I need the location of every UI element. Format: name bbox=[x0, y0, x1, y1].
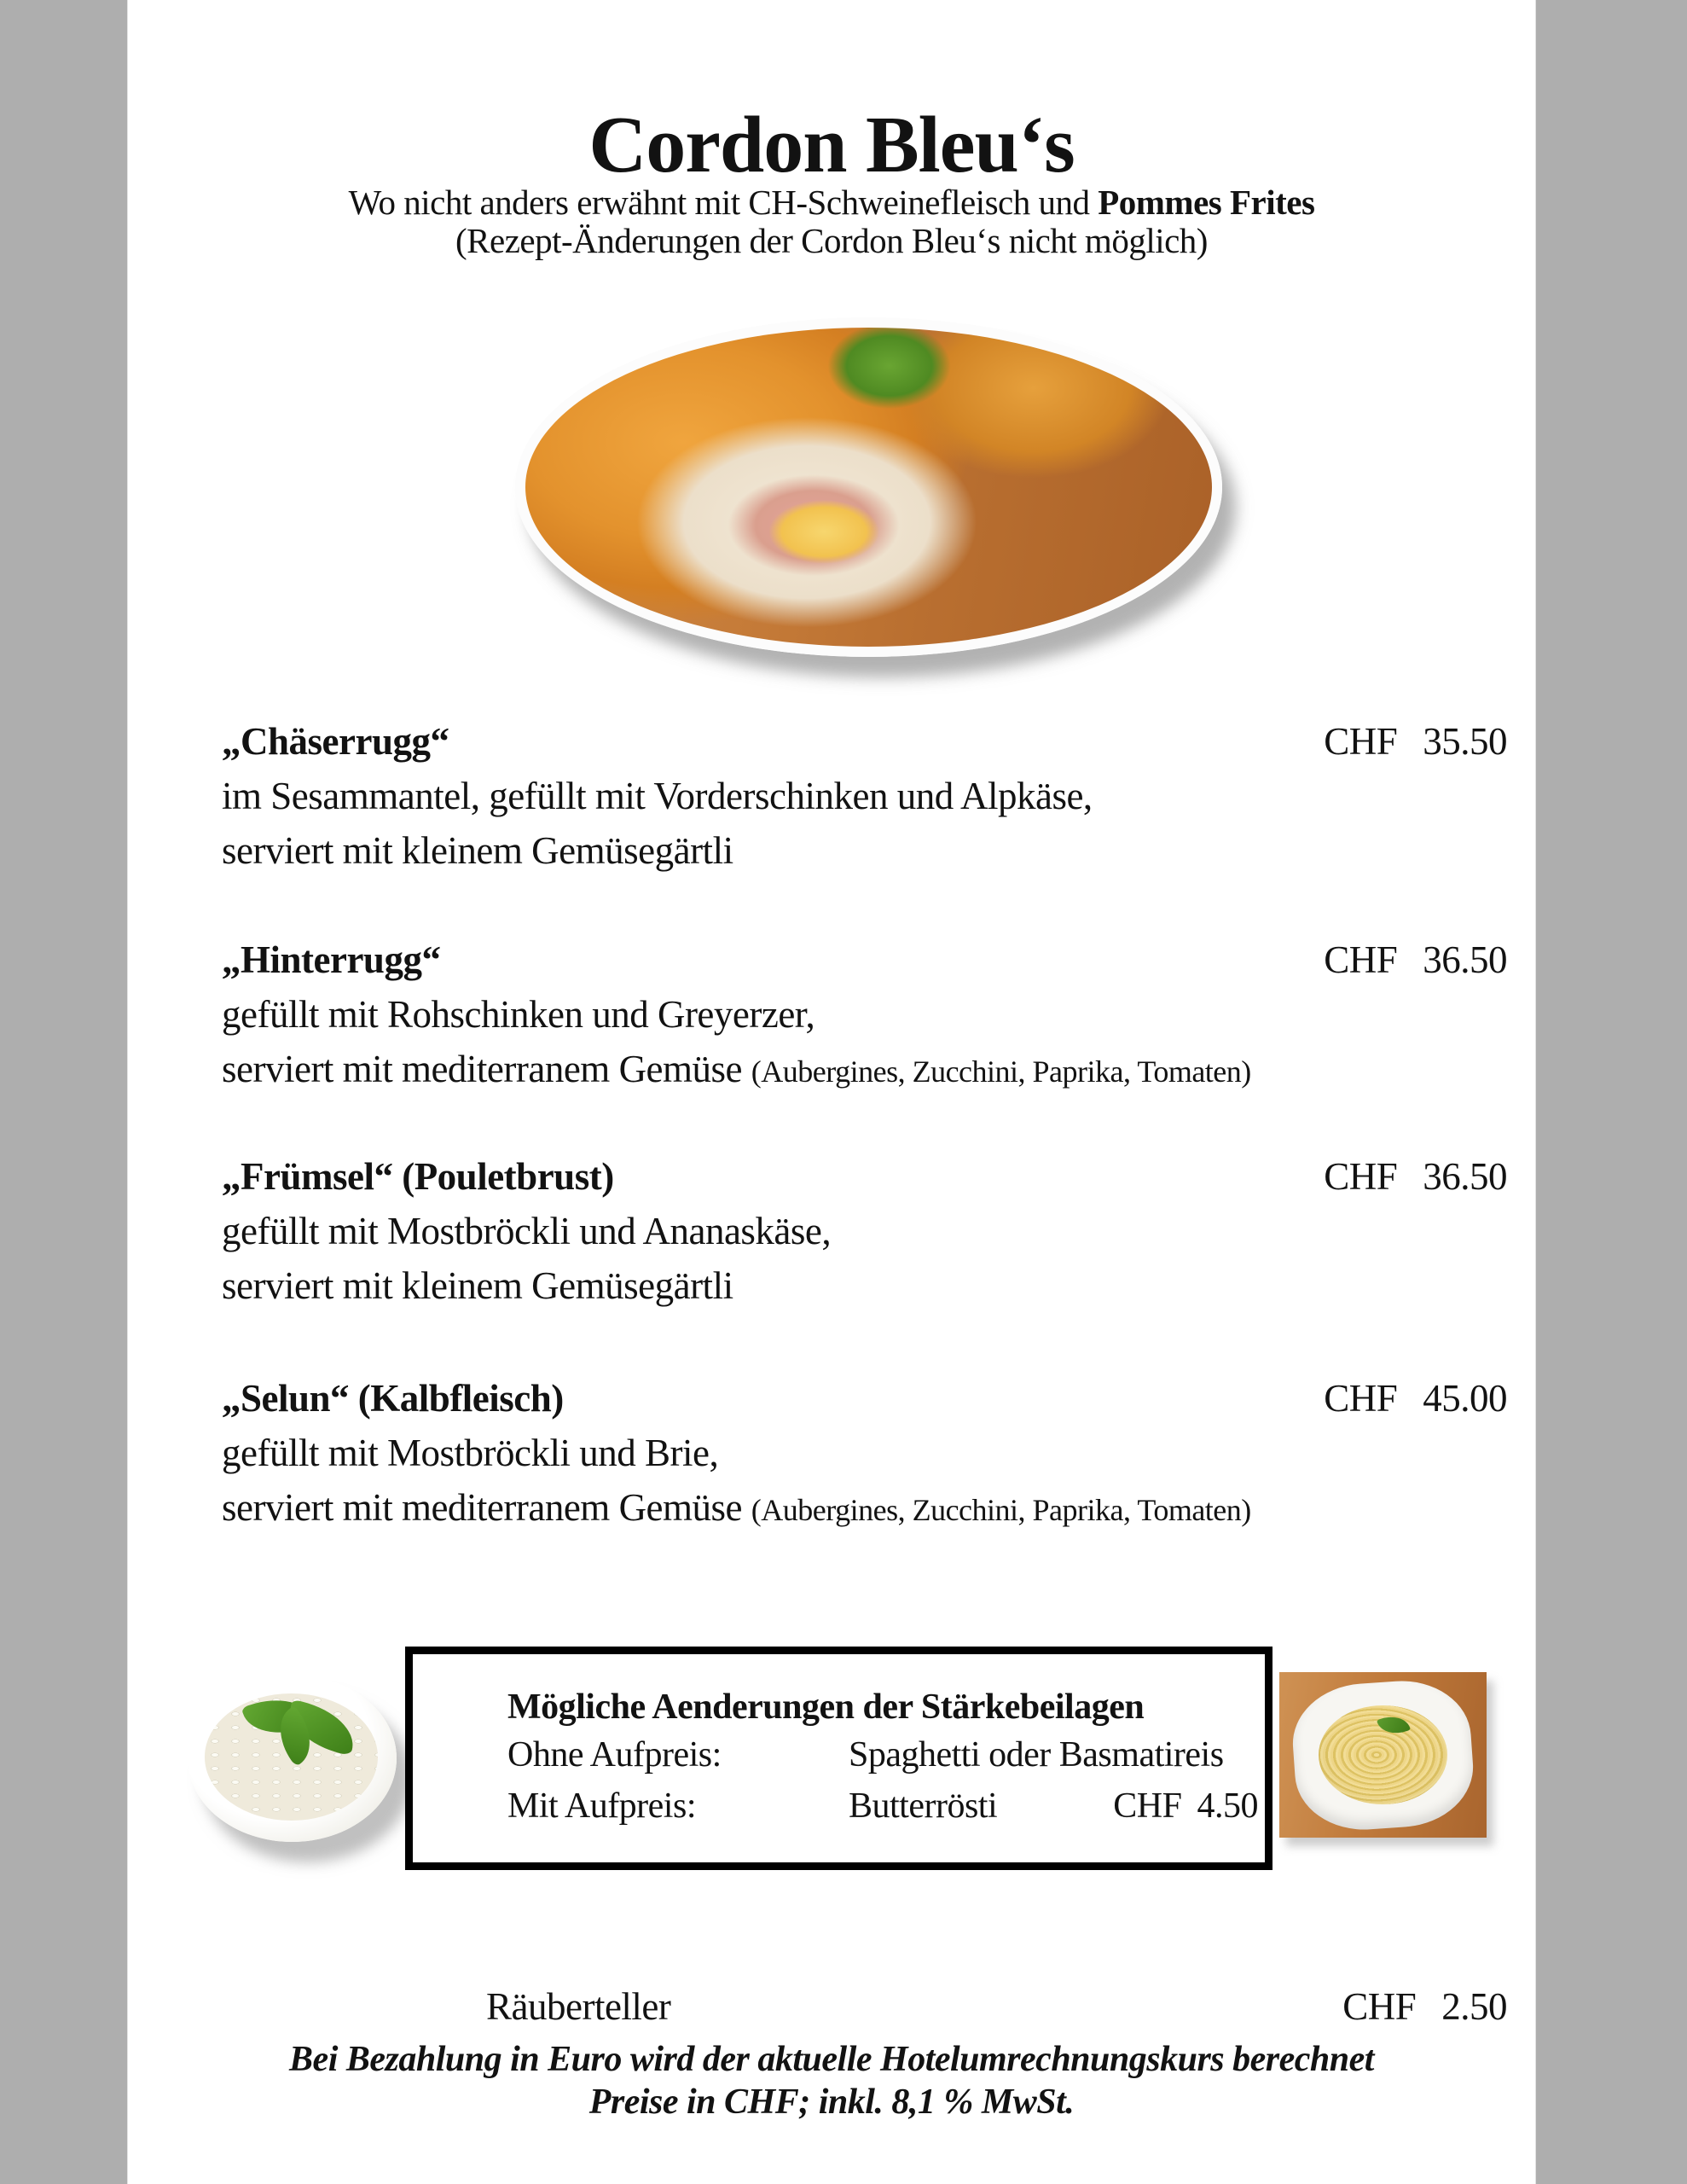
side-option-price bbox=[1113, 1780, 1258, 1832]
extra-item-price bbox=[1342, 1986, 1507, 2027]
side-options-row bbox=[507, 1780, 1265, 1832]
extra-item-name: Räuberteller bbox=[486, 1985, 671, 2028]
item-description-line: im Sesammantel, gefüllt mit Vorderschinken und Alpkäse, bbox=[222, 775, 1093, 817]
side-options-title: Mögliche Aenderungen der Stärkebeilagen bbox=[507, 1687, 1145, 1727]
item-heading-row bbox=[222, 714, 1507, 769]
side-option-label: Mit Aufpreis: bbox=[507, 1786, 696, 1826]
price-value: 36.50 bbox=[1423, 938, 1507, 981]
menu-item-selun bbox=[222, 1371, 1507, 1537]
item-description-line bbox=[222, 1042, 1507, 1099]
side-option-label: Ohne Aufpreis: bbox=[507, 1735, 722, 1774]
item-price bbox=[1324, 1149, 1507, 1204]
item-heading-row bbox=[222, 932, 1507, 987]
subtitle-line-2: (Rezept-Änderungen der Cordon Bleu‘s nicht möglich) bbox=[455, 221, 1208, 260]
footer-note-line-1: Bei Bezahlung in Euro wird der aktuelle Hotelumrechnungskurs berechnet bbox=[289, 2040, 1374, 2079]
price-value: 36.50 bbox=[1423, 1155, 1507, 1198]
item-description-line bbox=[222, 1480, 1507, 1537]
price-currency: CHF bbox=[1324, 720, 1398, 763]
item-heading-row bbox=[222, 1371, 1507, 1426]
item-price bbox=[1324, 1371, 1507, 1426]
item-description-line: gefüllt mit Rohschinken und Greyerzer, bbox=[222, 993, 815, 1036]
item-description-text: serviert mit kleinem Gemüsegärtli bbox=[222, 829, 733, 872]
item-price bbox=[1324, 714, 1507, 769]
price-value: 4.50 bbox=[1197, 1786, 1258, 1826]
item-description-line bbox=[222, 823, 1507, 880]
cordon-bleu-photo bbox=[515, 317, 1222, 657]
rice-bowl-photo bbox=[188, 1675, 397, 1842]
spaghetti-plate-photo bbox=[1279, 1672, 1487, 1838]
item-name: „Selun“ (Kalbfleisch) bbox=[222, 1377, 564, 1420]
item-heading-row bbox=[222, 1149, 1507, 1204]
price-value: 2.50 bbox=[1441, 1985, 1507, 2028]
price-currency: CHF bbox=[1324, 1377, 1398, 1420]
footer-note-line-2: Preise in CHF; inkl. 8,1 % MwSt. bbox=[588, 2082, 1075, 2122]
price-currency: CHF bbox=[1113, 1786, 1182, 1826]
item-name: „Chäserrugg“ bbox=[222, 720, 449, 763]
price-currency: CHF bbox=[1342, 1985, 1417, 2028]
item-price bbox=[1324, 932, 1507, 987]
subtitle-line-1 bbox=[128, 182, 1535, 224]
price-value: 45.00 bbox=[1423, 1377, 1507, 1420]
price-currency: CHF bbox=[1324, 1155, 1398, 1198]
menu-page bbox=[128, 0, 1535, 2184]
item-description-line: gefüllt mit Mostbröckli und Ananaskäse, bbox=[222, 1210, 832, 1252]
side-option-value: Spaghetti oder Basmatireis bbox=[849, 1735, 1224, 1774]
side-options-box bbox=[405, 1647, 1272, 1870]
item-name: „Hinterrugg“ bbox=[222, 938, 441, 981]
price-currency: CHF bbox=[1324, 938, 1398, 981]
item-description-text: serviert mit mediterranem Gemüse bbox=[222, 1486, 751, 1529]
item-name: „Frümsel“ (Pouletbrust) bbox=[222, 1155, 614, 1198]
item-description-line: gefüllt mit Mostbröckli und Brie, bbox=[222, 1432, 719, 1474]
menu-item-chaeserrugg bbox=[222, 714, 1507, 880]
item-description-text: serviert mit mediterranem Gemüse bbox=[222, 1048, 751, 1090]
side-options-row bbox=[507, 1729, 1265, 1780]
extra-item-row bbox=[222, 1986, 1507, 2027]
price-value: 35.50 bbox=[1423, 720, 1507, 763]
item-description-text: serviert mit kleinem Gemüsegärtli bbox=[222, 1264, 733, 1307]
page-title: Cordon Bleu‘s bbox=[588, 101, 1075, 189]
menu-item-fruemsel bbox=[222, 1149, 1507, 1316]
item-description-note: (Aubergines, Zucchini, Paprika, Tomaten) bbox=[751, 1054, 1251, 1089]
item-description-line bbox=[222, 1258, 1507, 1316]
subtitle-bold-text: Pommes Frites bbox=[1098, 183, 1315, 222]
side-option-value: Butterrösti bbox=[849, 1786, 998, 1826]
item-description-note: (Aubergines, Zucchini, Paprika, Tomaten) bbox=[751, 1493, 1251, 1527]
menu-item-hinterrugg bbox=[222, 932, 1507, 1099]
subtitle-regular-text: Wo nicht anders erwähnt mit CH-Schweinefleisch und bbox=[348, 183, 1099, 222]
